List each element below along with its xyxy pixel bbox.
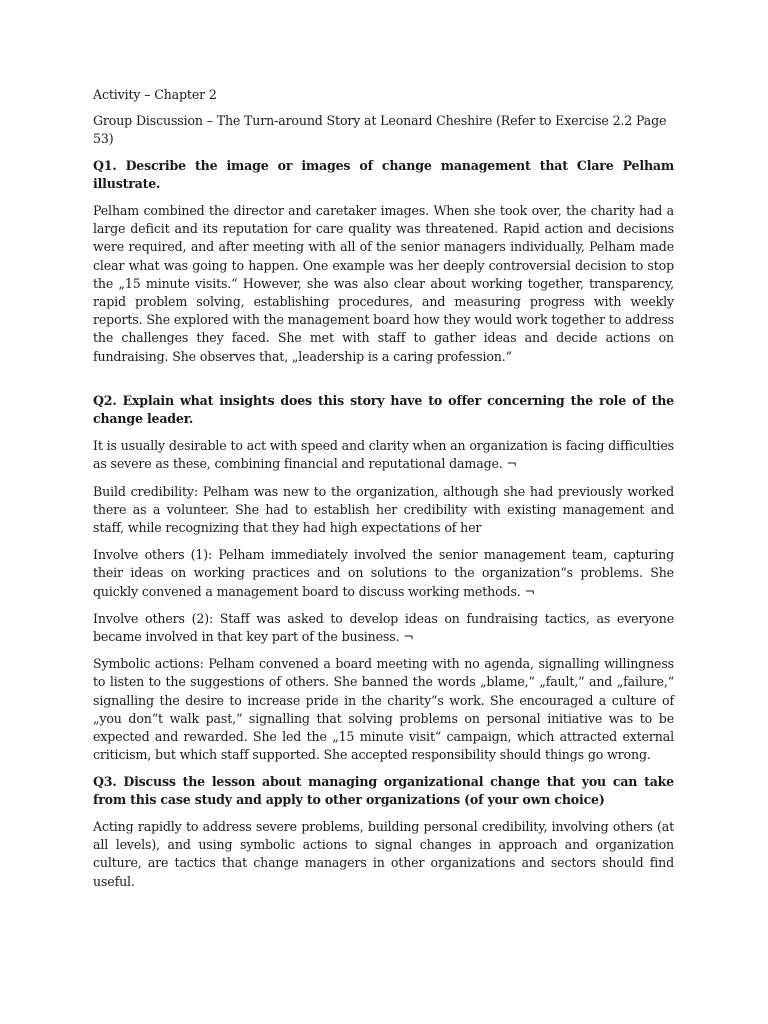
- answer-2-involve-2: Involve others (2): Staff was asked to develop ideas on fundraising tactics, as everyone became involved in that key part of the business. ¬: [93, 610, 674, 645]
- document-title: Activity – Chapter 2: [93, 87, 217, 102]
- answer-3: Acting rapidly to address severe problems, building personal credibility, involving others (at all levels), and using symbolic actions to signal changes in approach and organization culture, are tactics that change managers in other organizations and sectors should find useful.: [93, 818, 674, 889]
- answer-2-intro: It is usually desirable to act with speed and clarity when an organization is facing difficulties as severe as these, combining financial and reputational damage. ¬: [93, 438, 674, 472]
- document-subtitle: Group Discussion – The Turn-around Story at Leonard Cheshire (Refer to Exercise 2.2 Page 53): [93, 113, 667, 147]
- answer-2-involve-1: Involve others (1): Pelham immediately involved the senior management team, capturing their ideas on working practices and on solutions to the organization“s problems. She quickly convened a management board to discuss working methods. ¬: [93, 547, 674, 599]
- document-page: [93, 86, 674, 891]
- answer-1: Pelham combined the director and caretaker images. When she took over, the charity had a large deficit and its reputation for care quality was threatened. Rapid action and decisions were required, and after meeting with all of the senior managers individually, Pelham made clear what was going to happen. One example was her deeply controversial decision to stop the „15 minute visits.“ However, she was also clear about working together, transparency, rapid problem solving, establishing procedures, and measuring progress with weekly reports. She explored with the management board how they would work together to address the challenges they faced. She met with staff to gather ideas and decide actions on fundraising. She observes that, „leadership is a caring profession.“: [93, 203, 674, 364]
- question-3: Q3. Discuss the lesson about managing organizational change that you can take from this case study and apply to other organizations (of your own choice): [93, 773, 674, 807]
- question-2: Q2. Explain what insights does this story have to offer concerning the role of the change leader.: [93, 392, 674, 427]
- question-1: Q1. Describe the image or images of change management that Clare Pelham illustrate.: [93, 157, 674, 191]
- answer-2-credibility: Build credibility: Pelham was new to the organization, although she had previously worked there as a volunteer. She had to establish her credibility with existing management and staff, while recognizing that they had high expectations of her: [93, 483, 674, 536]
- answer-2-symbolic: Symbolic actions: Pelham convened a board meeting with no agenda, signalling willingness to listen to the suggestions of others. She banned the words „blame,“ „fault,“ and „failure,“ signalling the desire to increase pride in the charity“s work. She encouraged a culture of „you don“t walk past,“ signalling that solving problems on personal initiative was to be expected and rewarded. She led the „15 minute visit“ campaign, which attracted external criticism, but which staff supported. She accepted responsibility should things go wrong.: [93, 656, 674, 763]
